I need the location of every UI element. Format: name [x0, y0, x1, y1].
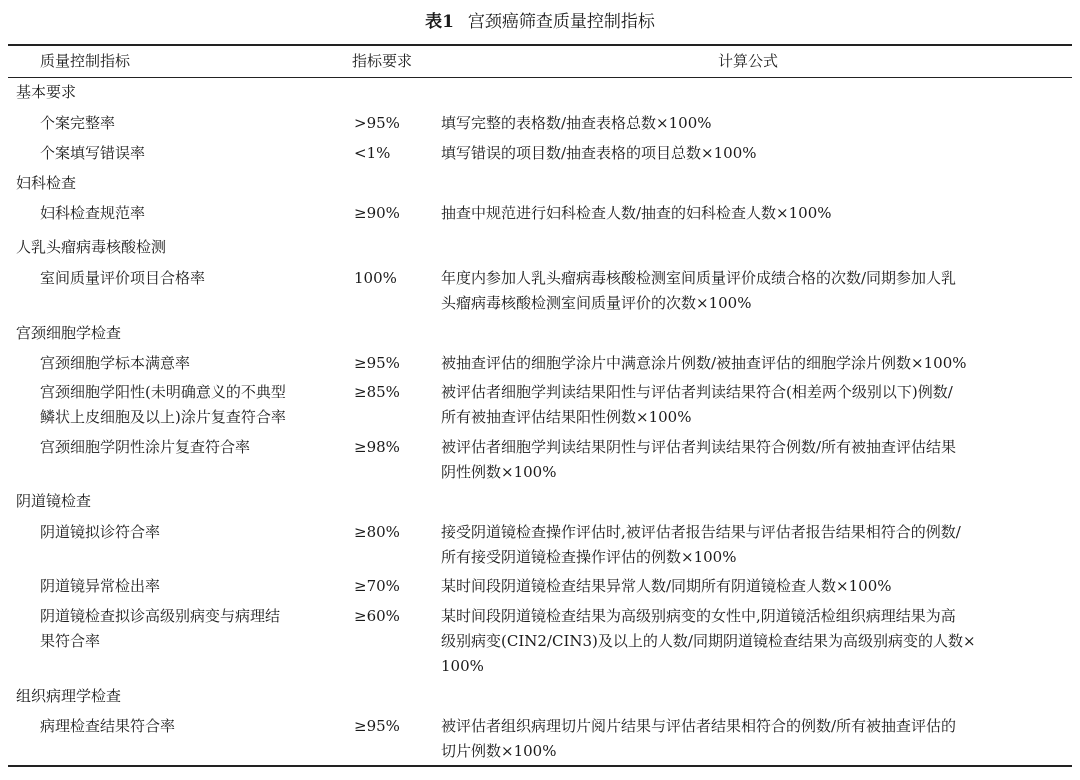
caption-number: 表1	[425, 12, 454, 32]
indicator-requirement: ≥85%	[354, 383, 400, 401]
indicator-formula: 填写完整的表格数/抽查表格总数×100%	[441, 114, 712, 132]
indicator-formula: 某时间段阴道镜检查结果为高级别病变的女性中,阴道镜活检组织病理结果为高 级别病变(CIN2/CIN3)及以上的人数/同期阴道镜检查结果为高级别病变的人数× 100%	[441, 607, 976, 675]
indicator-name: 宫颈细胞学阳性(未明确意义的不典型 鳞状上皮细胞及以上)涂片复查符合率	[40, 383, 286, 426]
indicator-requirement: ≥90%	[354, 204, 400, 222]
header-formula: 计算公式	[718, 52, 779, 70]
section-title: 妇科检查	[16, 174, 77, 192]
indicator-name: 病理检查结果符合率	[40, 717, 176, 735]
indicator-requirement: ≥60%	[354, 607, 400, 625]
table-caption	[0, 10, 1080, 34]
indicator-name: 室间质量评价项目合格率	[40, 269, 206, 287]
indicator-formula: 被抽查评估的细胞学涂片中满意涂片例数/被抽查评估的细胞学涂片例数×100%	[441, 354, 967, 372]
section-title: 阴道镜检查	[16, 492, 92, 510]
section-title: 组织病理学检查	[16, 687, 122, 705]
caption-title: 宫颈癌筛查质量控制指标	[467, 12, 655, 32]
indicator-formula: 年度内参加人乳头瘤病毒核酸检测室间质量评价成绩合格的次数/同期参加人乳 头瘤病毒核酸检测室间质量评价的次数×100%	[441, 269, 957, 312]
indicator-name: 个案完整率	[40, 114, 116, 132]
indicator-requirement: ≥95%	[354, 354, 400, 372]
section-title: 基本要求	[16, 83, 77, 101]
indicator-formula: 被评估者细胞学判读结果阴性与评估者判读结果符合例数/所有被抽查评估结果 阴性例数×100%	[441, 438, 957, 481]
indicator-formula: 填写错误的项目数/抽查表格的项目总数×100%	[441, 144, 757, 162]
indicator-requirement: ≥98%	[354, 438, 400, 456]
header-indicator: 质量控制指标	[40, 52, 131, 70]
indicator-name: 宫颈细胞学标本满意率	[40, 354, 191, 372]
header-requirement: 指标要求	[352, 52, 413, 70]
indicator-name: 阴道镜拟诊符合率	[40, 523, 161, 541]
section-title: 人乳头瘤病毒核酸检测	[16, 238, 167, 256]
indicator-requirement: ≥95%	[354, 717, 400, 735]
section-title: 宫颈细胞学检查	[16, 324, 122, 342]
indicator-formula: 某时间段阴道镜检查结果异常人数/同期所有阴道镜检查人数×100%	[441, 577, 892, 595]
indicator-name: 阴道镜检查拟诊高级别病变与病理结 果符合率	[40, 607, 281, 650]
indicator-name: 个案填写错误率	[40, 144, 146, 162]
indicator-formula: 抽查中规范进行妇科检查人数/抽查的妇科检查人数×100%	[441, 204, 832, 222]
top-rule	[8, 44, 1072, 46]
indicator-requirement: ≥70%	[354, 577, 400, 595]
header-rule	[8, 77, 1072, 78]
indicator-requirement: >95%	[354, 114, 400, 132]
indicator-formula: 被评估者组织病理切片阅片结果与评估者结果相符合的例数/所有被抽查评估的 切片例数×100%	[441, 717, 957, 760]
bottom-rule	[8, 765, 1072, 767]
indicator-formula: 被评估者细胞学判读结果阳性与评估者判读结果符合(相差两个级别以下)例数/ 所有被抽查评估结果阳性例数×100%	[441, 383, 953, 426]
indicator-formula: 接受阴道镜检查操作评估时,被评估者报告结果与评估者报告结果相符合的例数/ 所有接受阴道镜检查操作评估的例数×100%	[441, 523, 961, 566]
indicator-name: 阴道镜异常检出率	[40, 577, 161, 595]
indicator-requirement: 100%	[354, 269, 397, 287]
indicator-requirement: ≥80%	[354, 523, 400, 541]
indicator-name: 宫颈细胞学阴性涂片复查符合率	[40, 438, 251, 456]
indicator-name: 妇科检查规范率	[40, 204, 146, 222]
indicator-requirement: <1%	[354, 144, 391, 162]
